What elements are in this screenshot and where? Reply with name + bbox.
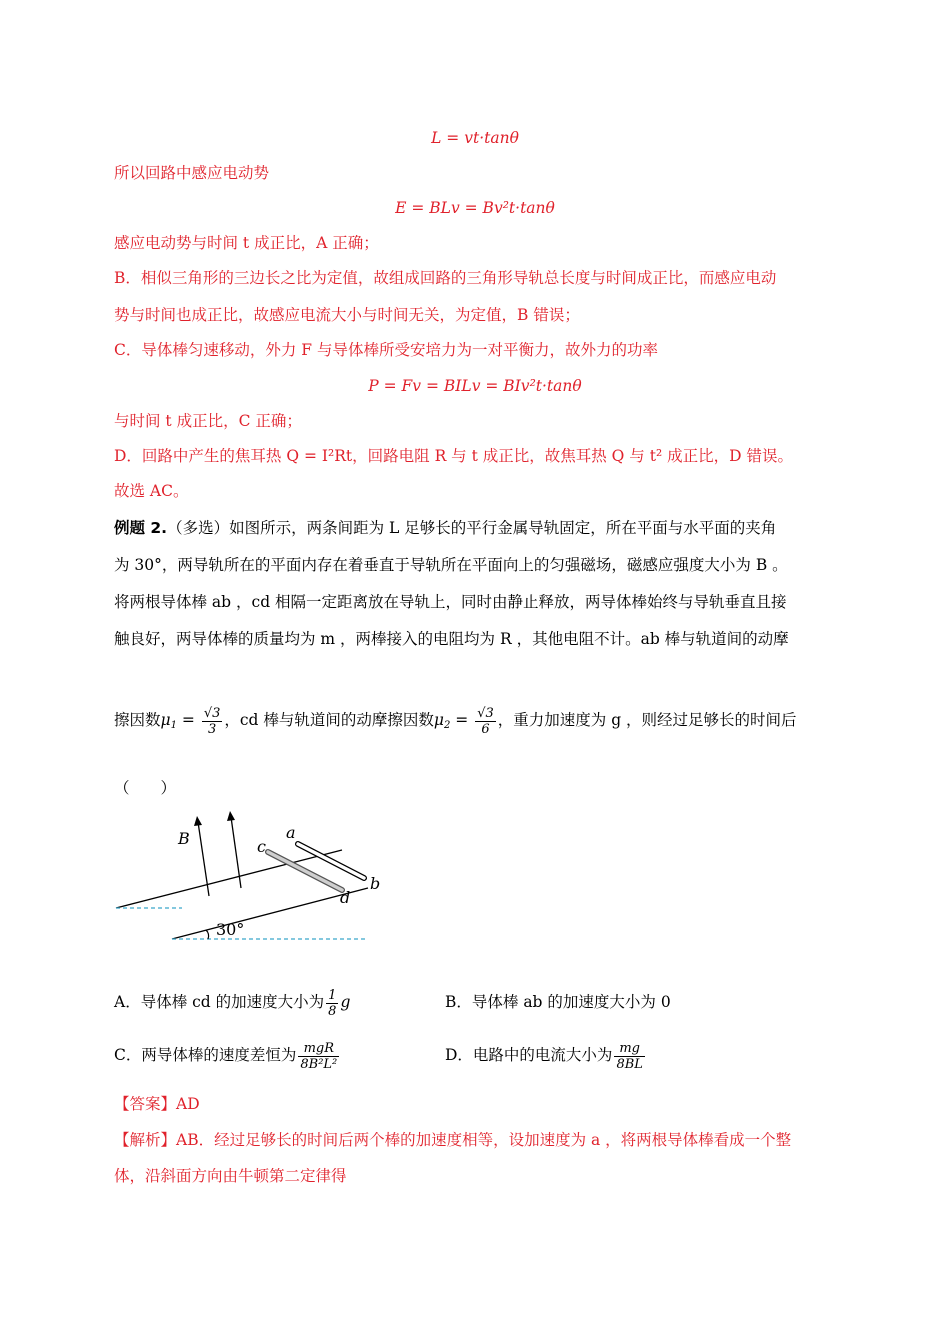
- example-line-4: 触良好，两导体棒的质量均为 m ，两棒接入的电阻均为 R ，其他电阻不计。ab 棒与轨道间的动摩: [114, 630, 789, 648]
- mu2-fraction: $\frac{√3}{6}$: [477, 705, 494, 737]
- mu2-symbol: $\mu_2$: [433, 711, 451, 731]
- option-c-fraction: $\frac{\text{mgR}}{\text{8B²L²}}$: [300, 1040, 338, 1072]
- analysis-line-2: 体，沿斜面方向由牛顿第二定律得: [114, 1167, 347, 1185]
- angle-arc: [206, 930, 209, 939]
- rail-lower: [172, 888, 368, 939]
- solution-line-a: 感应电动势与时间 t 成正比，A 正确；: [114, 234, 379, 252]
- label-a: a: [286, 823, 296, 842]
- b-arrowhead-2: [227, 811, 235, 821]
- option-c: C．两导体棒的速度差恒为 $\frac{\text{mgR}}{\text{8B²L²}}$: [114, 1040, 338, 1072]
- label-c: c: [257, 837, 266, 856]
- option-a: A．导体棒 cd 的加速度大小为 $\frac{1}{8}$ g: [114, 987, 351, 1019]
- example-line-2: 为 30°，两导轨所在的平面内存在着垂直于导轨所在平面向上的匀强磁场，磁感应强度大小为 B 。: [114, 556, 788, 574]
- analysis-line-1: 【解析】AB．经过足够长的时间后两个棒的加速度相等，设加速度为 a ，将两根导体棒看成一个整: [114, 1131, 792, 1149]
- solution-line-b2: 势与时间也成正比，故感应电流大小与时间无关，为定值，B 错误；: [114, 306, 580, 324]
- solution-line-c2: 与时间 t 成正比，C 正确；: [114, 412, 302, 430]
- equation-power: P = Fv = BILv = BIv²t·tanθ: [368, 377, 582, 395]
- option-b: B．导体棒 ab 的加速度大小为 0: [445, 993, 671, 1011]
- solution-conclusion: 故选 AC。: [114, 482, 189, 500]
- example-line-5c: ，重力加速度为 g ，则经过足够长的时间后: [497, 711, 797, 729]
- option-d-fraction: $\frac{mg}{8BL}$: [616, 1040, 643, 1072]
- equation-length: L = vt·tanθ: [431, 129, 519, 147]
- option-a-fraction: $\frac{1}{8}$: [328, 987, 337, 1019]
- label-b: b: [370, 874, 381, 893]
- solution-line-d: D．回路中产生的焦耳热 Q = I²Rt，回路电阻 R 与 t 成正比，故焦耳热 Q 与 t² 成正比，D 错误。: [114, 447, 793, 465]
- answer-label: 【答案】AD: [114, 1095, 200, 1113]
- answer-bracket: （ ）: [114, 779, 177, 797]
- equation-emf: E = BLv = Bv²t·tanθ: [395, 199, 555, 217]
- angle-label: 30°: [216, 920, 245, 939]
- example-line-5: 擦因数$\mu_1$ = $\frac{√3}{3}$ ，cd 棒与轨道间的动摩擦因数$\mu_2$ = $\frac{√3}{6}$ ，重力加速度为 g ，则经过足够长的时间后: [114, 705, 797, 737]
- option-d: D．电路中的电流大小为 $\frac{mg}{8BL}$: [445, 1040, 643, 1072]
- example-line-5b: ，cd 棒与轨道间的动摩擦因数: [224, 711, 434, 729]
- rail-upper: [116, 850, 342, 908]
- label-B: B: [178, 829, 190, 848]
- solution-line-emf-intro: 所以回路中感应电动势: [114, 164, 270, 182]
- example-line-3: 将两根导体棒 ab ，cd 相隔一定距离放在导轨上，同时由静止释放，两导体棒始终与导轨垂直且接: [114, 593, 787, 611]
- example-label: 例题 2.: [114, 519, 168, 537]
- example-text-1: （多选）如图所示，两条间距为 L 足够长的平行金属导轨固定，所在平面与水平面的夹角: [167, 519, 777, 537]
- incline-rail-figure: [110, 808, 390, 948]
- label-d: d: [340, 888, 351, 907]
- solution-line-c: C．导体棒匀速移动，外力 F 与导体棒所受安培力为一对平衡力，故外力的功率: [114, 341, 658, 359]
- b-arrowhead-1: [194, 816, 202, 826]
- example-line-1: [114, 518, 776, 538]
- solution-line-b1: B．相似三角形的三边长之比为定值，故组成回路的三角形导轨总长度与时间成正比，而感应电动: [114, 269, 777, 287]
- mu1-fraction: $\frac{√3}{3}$: [203, 705, 221, 737]
- example-line-5a: 擦因数: [114, 711, 161, 729]
- mu1-symbol: $\mu_1$: [160, 711, 177, 731]
